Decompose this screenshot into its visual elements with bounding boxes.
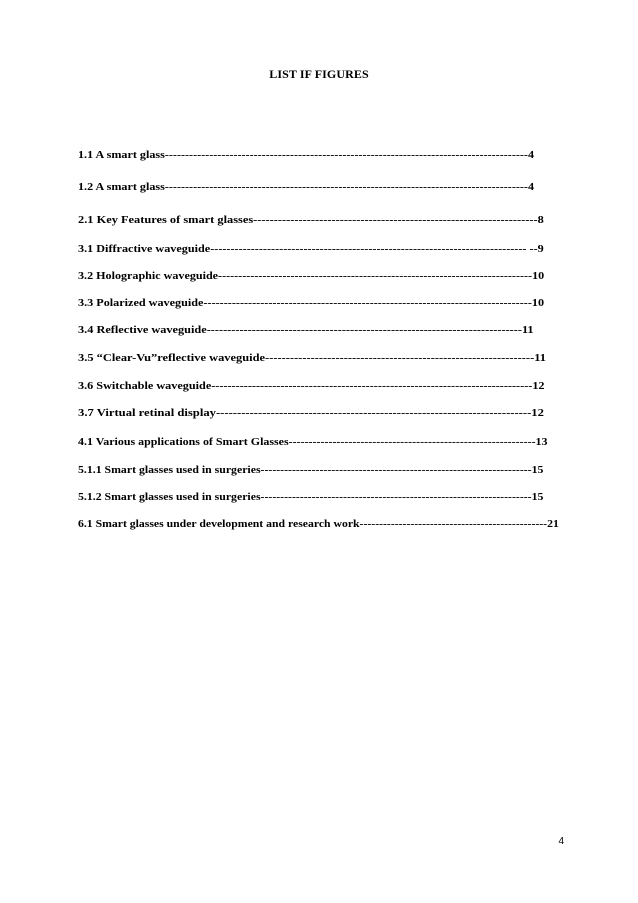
figure-entry-6-1: 6.1 Smart glasses under development and research work------------------------------------------------21 bbox=[78, 519, 559, 530]
figure-entry-3-1: 3.1 Diffractive waveguide------------------------------------------------------------------------------ --9 bbox=[78, 243, 544, 255]
figure-entry-1-2: 1.2 A smart glass------------------------------------------------------------------------------------------4 bbox=[78, 181, 535, 193]
page-number: 4 bbox=[558, 836, 564, 847]
figure-entry-3-3: 3.3 Polarized waveguide---------------------------------------------------------------------------------10 bbox=[78, 297, 545, 309]
figure-entry-3-4: 3.4 Reflective waveguide-----------------------------------------------------------------------------11 bbox=[78, 324, 534, 336]
figure-entry-2-1: 2.1 Key Features of smart glasses---------------------------------------------------------------------8 bbox=[78, 214, 544, 226]
page-title: LIST IF FIGURES bbox=[269, 67, 369, 81]
figure-entry-3-6: 3.6 Switchable waveguide-------------------------------------------------------------------------------12 bbox=[78, 380, 545, 392]
figure-entry-4-1: 4.1 Various applications of Smart Glasses--------------------------------------------------------------13 bbox=[78, 437, 548, 448]
figure-entry-5-1-2: 5.1.2 Smart glasses used in surgeries---------------------------------------------------------------------15 bbox=[78, 492, 544, 503]
figure-entry-1-1: 1.1 A smart glass------------------------------------------------------------------------------------------4 bbox=[78, 149, 535, 161]
figure-entry-3-2: 3.2 Holographic waveguide------------------------------------------------------------------------------10 bbox=[78, 270, 545, 282]
figure-entry-5-1-1: 5.1.1 Smart glasses used in surgeries---------------------------------------------------------------------15 bbox=[78, 465, 544, 476]
figure-entry-3-7: 3.7 Virtual retinal display---------------------------------------------------------------------------12 bbox=[78, 407, 544, 419]
figure-entry-3-5: 3.5 “Clear-Vu”reflective waveguide-----------------------------------------------------------------11 bbox=[78, 352, 546, 364]
